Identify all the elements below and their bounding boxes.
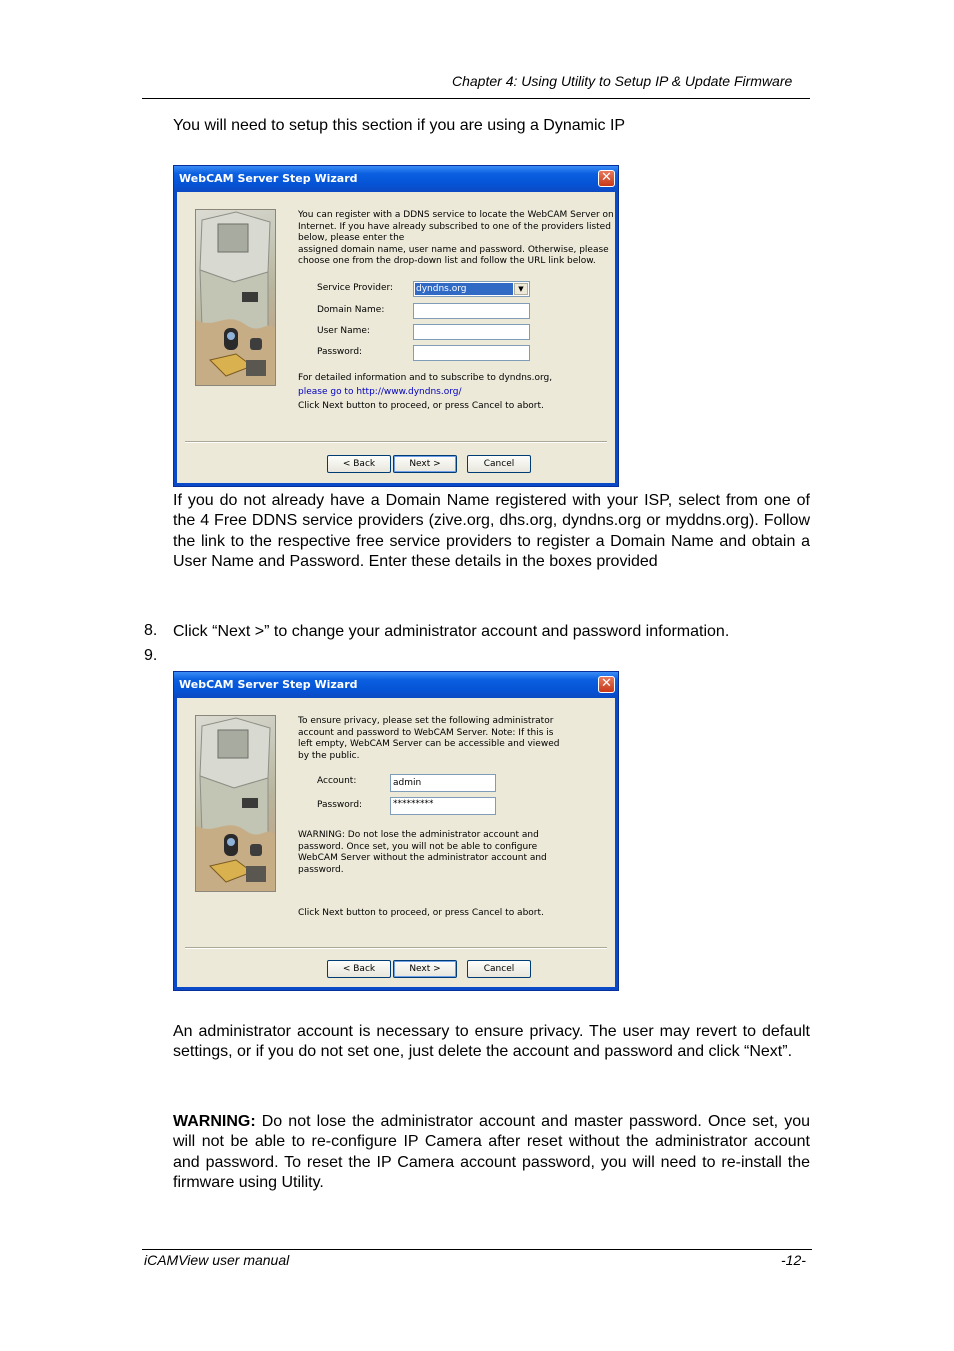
domain-name-label: Domain Name: [317,305,385,315]
ddns-wizard-dialog [173,165,619,487]
admin-wizard-dialog [173,671,619,991]
user-name-field[interactable] [413,324,530,340]
dropdown-arrow-icon[interactable]: ▼ [514,283,528,295]
service-provider-dropdown[interactable] [413,281,530,297]
close-icon[interactable]: ✕ [598,170,615,187]
description-line-1: You can register with a DDNS service to locate the WebCAM Server on [298,210,614,220]
info-line: For detailed information and to subscribe to dyndns.org, [298,373,553,383]
warning-line-3: WebCAM Server without the administrator account and [298,853,547,864]
description-line-4: assigned domain name, user name and password. Otherwise, please [298,244,609,255]
dialog-titlebar [174,166,618,192]
back-button[interactable]: < Back [327,960,391,978]
service-provider-selected: dyndns.org [415,283,513,295]
warning-label: WARNING: [173,1113,256,1130]
password-field[interactable] [413,345,530,361]
warning-text: Do not lose the administrator account and master password. Once set, you will not be able to re-configure IP Camera after reset without the administrator account and password. To reset the IP Camera account password, you will need to re-install the firmware using Utility. [173,1113,810,1191]
step-8-number: 8. [144,622,158,639]
intro-text: You will need to setup this section if you are using a Dynamic IP [173,117,626,134]
dyndns-link[interactable]: please go to http://www.dyndns.org/ [298,387,462,397]
description-line-1: To ensure privacy, please set the following administrator [298,716,554,726]
footer-rule [142,1249,812,1250]
account-field[interactable]: admin [390,774,496,792]
warning-line-1: WARNING: Do not lose the administrator account and [298,830,539,840]
description-line-4: by the public. [298,750,360,761]
warning-line-4: password. [298,864,344,875]
warning-paragraph [173,1112,810,1193]
admin-account-explanation: An administrator account is necessary to ensure privacy. The user may revert to default settings, or if you do not set one, just delete the account and password and click “Next”. [173,1023,810,1061]
proceed-text: Click Next button to proceed, or press Cancel to abort. [298,908,544,918]
cancel-button[interactable]: Cancel [467,455,531,473]
password-label: Password: [317,800,363,810]
account-label: Account: [317,776,357,786]
next-button[interactable]: Next > [393,960,457,978]
user-name-label: User Name: [317,326,370,336]
ddns-explanation: If you do not already have a Domain Name registered with your ISP, select from one of the 4 Free DDNS service providers (zive.org, dhs.org, dyndns.org or myddns.org). Follow the link to the respective free service providers to register a Domain Name and obtain a User Name and Password. Enter these details in the boxes provided [173,492,810,570]
cancel-button[interactable]: Cancel [467,960,531,978]
password-label: Password: [317,347,363,357]
header-rule [142,98,810,99]
page-number: -12- [781,1252,806,1268]
close-icon[interactable]: ✕ [598,676,615,693]
description-line-3: below, please enter the [298,233,405,244]
camera-product-image [195,209,276,386]
button-separator [185,947,607,949]
next-button[interactable]: Next > [393,455,457,473]
domain-name-field[interactable] [413,303,530,319]
chapter-header: Chapter 4: Using Utility to Setup IP & Update Firmware [452,73,793,89]
dialog-titlebar [174,672,618,698]
back-button[interactable]: < Back [327,455,391,473]
warning-line-2: password. Once set, you will not be able to configure [298,841,538,852]
password-field[interactable]: ********* [390,797,496,815]
footer-title: iCAMView user manual [144,1252,290,1268]
description-line-3: left empty, WebCAM Server can be accessible and viewed [298,739,560,750]
dialog-title: WebCAM Server Step Wizard [179,172,358,185]
proceed-text: Click Next button to proceed, or press Cancel to abort. [298,401,544,411]
description-line-5: choose one from the drop-down list and follow the URL link below. [298,256,596,267]
camera-product-image [195,715,276,892]
description-line-2: account and password to WebCAM Server. Note: If this is [298,727,554,738]
dialog-title: WebCAM Server Step Wizard [179,678,358,691]
description-line-2: Internet. If you have already subscribed to one of the providers listed [298,221,611,232]
button-separator [185,441,607,443]
dialog-client-area [177,192,615,483]
step-8-text: Click “Next >” to change your administrator account and password information. [173,623,730,640]
step-9-number: 9. [144,647,158,664]
dialog-client-area [177,698,615,987]
service-provider-label: Service Provider: [317,283,394,293]
